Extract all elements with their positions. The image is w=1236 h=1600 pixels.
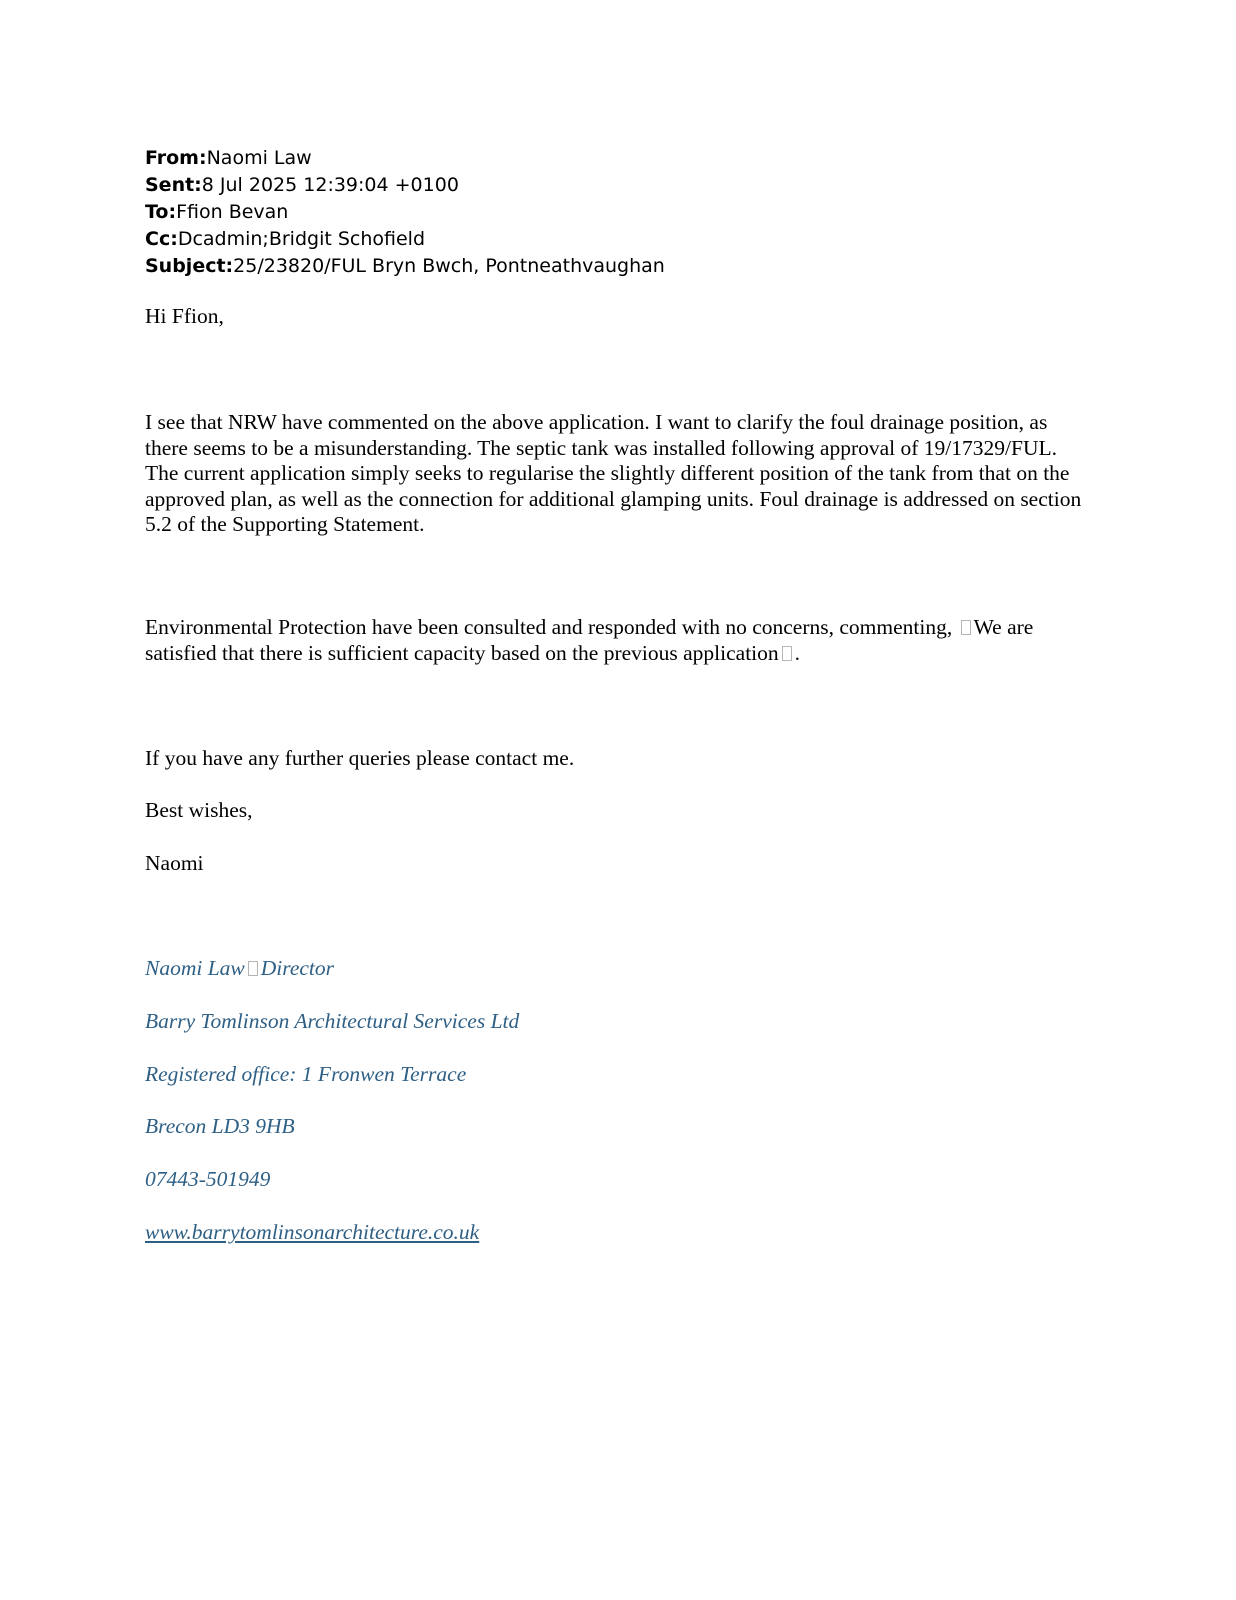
email-header [145,145,1045,280]
signature-office: Registered office: 1 Fronwen Terrace [145,1062,467,1086]
signature-name: Naomi Law [145,956,245,980]
signoff: Naomi [145,851,204,875]
paragraph-environmental-protection [145,615,1095,666]
signature-postcode: Brecon LD3 9HB [145,1114,295,1138]
paragraph2-before: Environmental Protection have been consulted and responded with no concerns, commenting, [145,615,958,639]
from-label: From: [145,147,207,169]
missing-glyph-separator-icon [248,961,258,976]
signature-company: Barry Tomlinson Architectural Services Ltd [145,1009,520,1033]
to-value: Ffion Bevan [176,201,289,223]
subject-value: 25/23820/FUL Bryn Bwch, Pontneathvaughan [233,255,665,277]
cc-row [145,226,1045,253]
greeting: Hi Ffion, [145,304,224,328]
to-label: To: [145,201,177,223]
to-row [145,199,1045,226]
signature-website-paragraph [145,1220,479,1245]
sent-label: Sent: [145,174,202,196]
sent-row [145,172,1045,199]
subject-row [145,253,1045,280]
paragraph2-quote: We are satisfied that there is sufficient capacity based on the previous application [145,615,1034,665]
signature-name-role [145,956,334,981]
paragraph2-after: . [794,640,801,665]
from-row [145,145,1045,172]
signature-website-link[interactable]: www.barrytomlinsonarchitecture.co.uk [145,1220,480,1244]
signature-phone: 07443-501949 [145,1167,271,1191]
cc-label: Cc: [145,228,178,250]
subject-label: Subject: [145,255,234,277]
paragraph-further-queries: If you have any further queries please contact me. [145,746,575,770]
missing-glyph-open-quote-icon [961,620,971,635]
signature-role: Director [260,956,335,980]
cc-value: Dcadmin;Bridgit Schofield [177,228,426,250]
missing-glyph-close-quote-icon [782,646,792,661]
closing: Best wishes, [145,798,253,822]
paragraph-nrw-drainage: I see that NRW have commented on the above application. I want to clarify the foul drainage position, as there seems to be a misunderstanding. The septic tank was installed following approval of 19/17329/FUL. The current application simply seeks to regularise the slightly different position of the tank from that on the approved plan, as well as the connection for additional glamping units. Foul drainage is addressed on section 5.2 of the Supporting Statement. [145,410,1082,536]
from-value: Naomi Law [206,147,312,169]
sent-value: 8 Jul 2025 12:39:04 +0100 [201,174,459,196]
